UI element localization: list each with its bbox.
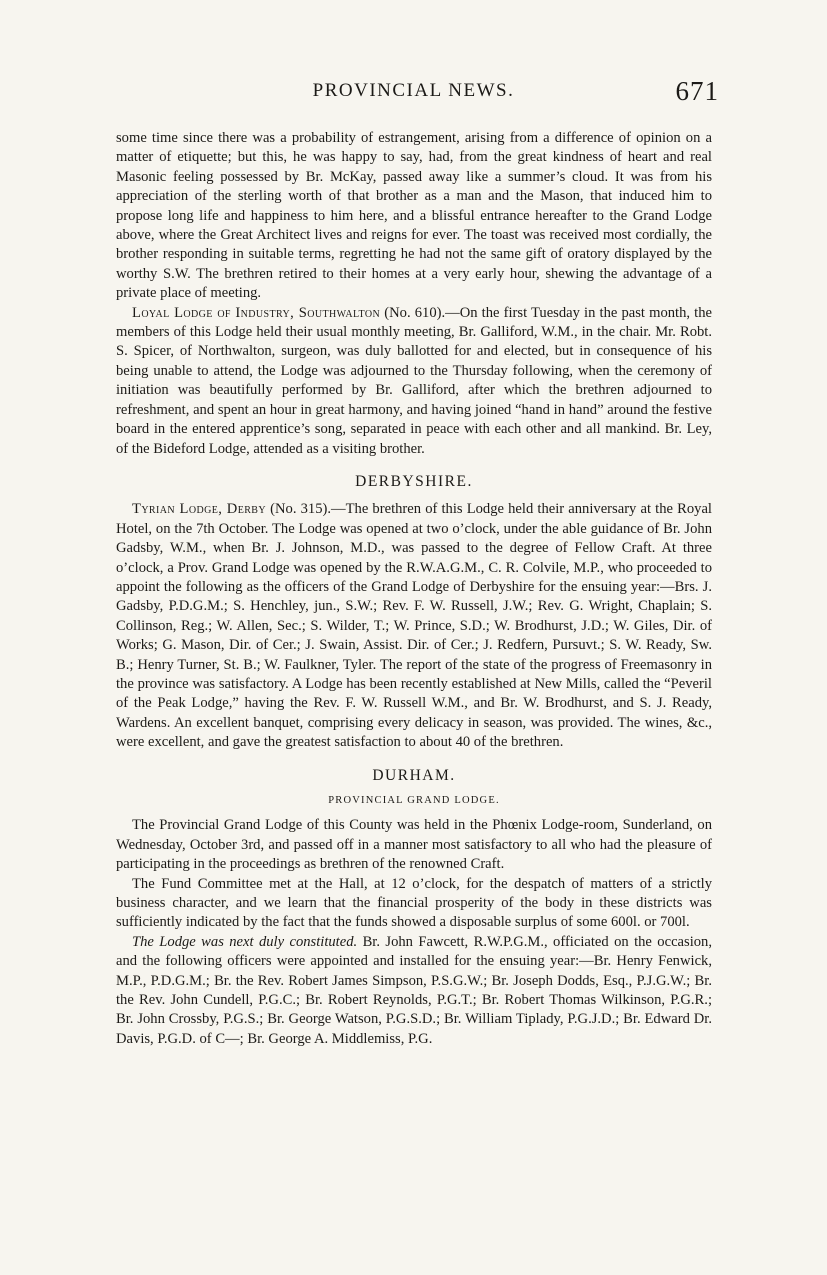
running-head: PROVINCIAL NEWS. xyxy=(312,80,515,101)
durham-officers-text: Br. John Fawcett, R.W.P.G.M., officiated on the occasion, and the following officers were appointed and installed for the ensuing year:—Br. Henry Fenwick, M.P., P.D.G.M.; Br. the Rev. Robert James Simpson, P.S.G.W.; Br. Joseph Dodds, Esq., P.J.G.W.; Br. the Rev. John Cundell, P.G.C.; Br. Robert Reynolds, P.G.T.; Br. Robert Thomas Wilkinson, P.G.R.; Br. John Crossby, P.G.S.; Br. George Watson, P.G.S.D.; Br. William Tiplady, P.G.J.D.; Br. Edward Dr. Davis, P.G.D. of C—; Br. George A. Middlemiss, P.G. xyxy=(116,933,712,1047)
tyrian-lodge-text: (No. 315).—The brethren of this Lodge held their anniversary at the Royal Hotel, on the 7th October. The Lodge was opened at two o’clock, under the able guidance of Br. John Gadsby, W.M., when Br. J. Johnson, M.D., was passed to the degree of Fellow Craft. At three o’clock, a Prov. Grand Lodge was opened by the R.W.A.G.M., C. R. Colvile, M.P., who proceeded to appoint the following as the officers of the Grand Lodge of Derbyshire for the ensuing year:—Brs. J. Gadsby, P.D.G.M.; S. Henchley, jun., S.W.; Rev. F. W. Russell, J.W.; Rev. G. Wright, Chaplain; S. Collinson, Reg.; W. Allen, Sec.; S. Wilder, T.; W. Prince, S.D.; W. Brodhurst, J.D.; W. Giles, Dir. of Works; G. Mason, Dir. of Cer.; J. Swain, Assist. Dir. of Cer.; J. Redfern, Pursuvt.; S. W. Ready, Sw. B.; Henry Turner, St. B.; W. Faulkner, Tyler. The report of the state of the progress of Freemasonry in the province was satisfactory. A Lodge has been recently established at New Mills, called the “Peveril of the Peak Lodge,” having the Rev. F. W. Russell W.M., and Br. W. Brodhurst, and S. J. Ready, Wardens. An excellent banquet, comprising every delicacy in season, was provided. The wines, &c., were excellent, and gave the greatest satisfaction to about 40 of the brethren. xyxy=(116,501,712,751)
durham-heading: DURHAM. xyxy=(372,766,456,784)
durham-lead-phrase: The Lodge was next duly constituted. xyxy=(132,933,358,950)
page-number: 671 xyxy=(675,76,719,106)
durham-paragraph-1: The Provincial Grand Lodge of this County was held in the Phœnix Lodge-room, Sunderland, on Wednesday, October 3rd, and passed off in a manner most satisfactory to all who had the pleasure of participating in the proceedings as brethren of the renowned Craft. xyxy=(116,817,712,873)
loyal-lodge-text: (No. 610).—On the first Tuesday in the past month, the members of this Lodge held their usual monthly meeting, Br. Galliford, W.M., in the chair. Mr. Robt. S. Spicer, of Northwalton, surgeon, was duly ballotted for and elected, but in consequence of his being unable to attend, the Lodge was adjourned to the Thursday following, when the ceremony of initiation was beautifully performed by Br. Galliford, after which the brethren adjourned to refreshment, and spent an hour in great harmony, and having joined “hand in hand” around the festive board in the entered apprentice’s song, separated in peace with each other and all mankind. Br. Ley, of the Bideford Lodge, attended as a visiting brother. xyxy=(116,304,713,457)
body-text xyxy=(116,129,712,1049)
durham-paragraph-3 xyxy=(116,933,712,1049)
provincial-grand-lodge-subheading: PROVINCIAL GRAND LODGE. xyxy=(328,795,500,806)
derbyshire-heading: DERBYSHIRE. xyxy=(355,472,473,490)
page-header xyxy=(108,76,719,112)
tyrian-lodge-heading: Tyrian Lodge, Derby xyxy=(132,501,266,518)
intro-paragraph: some time since there was a probability of estrangement, arising from a difference of opinion on a matter of etiquette; but this, he was happy to say, had, from the great kindness of heart and real Masonic feeling possessed by Br. McKay, passed away like a summer’s cloud. It was from his appreciation of the sterling worth of that brother as a man and the Mason, that induced him to propose long life and happiness to him here, and a blissful entrance hereafter to the Grand Lodge above, where the Great Architect lives and reigns for ever. The toast was received most cordially, the brother responding in suitable terms, regretting he had not the same gift of oratory displayed by the worthy S.W. The brethren retired to their homes at a very early hour, shewing the advantage of a private place of meeting. xyxy=(116,130,712,302)
loyal-lodge-paragraph xyxy=(116,304,712,459)
tyrian-lodge-paragraph xyxy=(116,500,712,752)
loyal-lodge-heading: Loyal Lodge of Industry, Southwalton xyxy=(132,304,381,321)
durham-paragraph-2: The Fund Committee met at the Hall, at 12 o’clock, for the despatch of matters of a strictly business character, and we learn that the financial prosperity of the body in these districts was sufficiently indicated by the fact that the funds showed a disposable surplus of some 600l. or 700l. xyxy=(116,875,712,931)
